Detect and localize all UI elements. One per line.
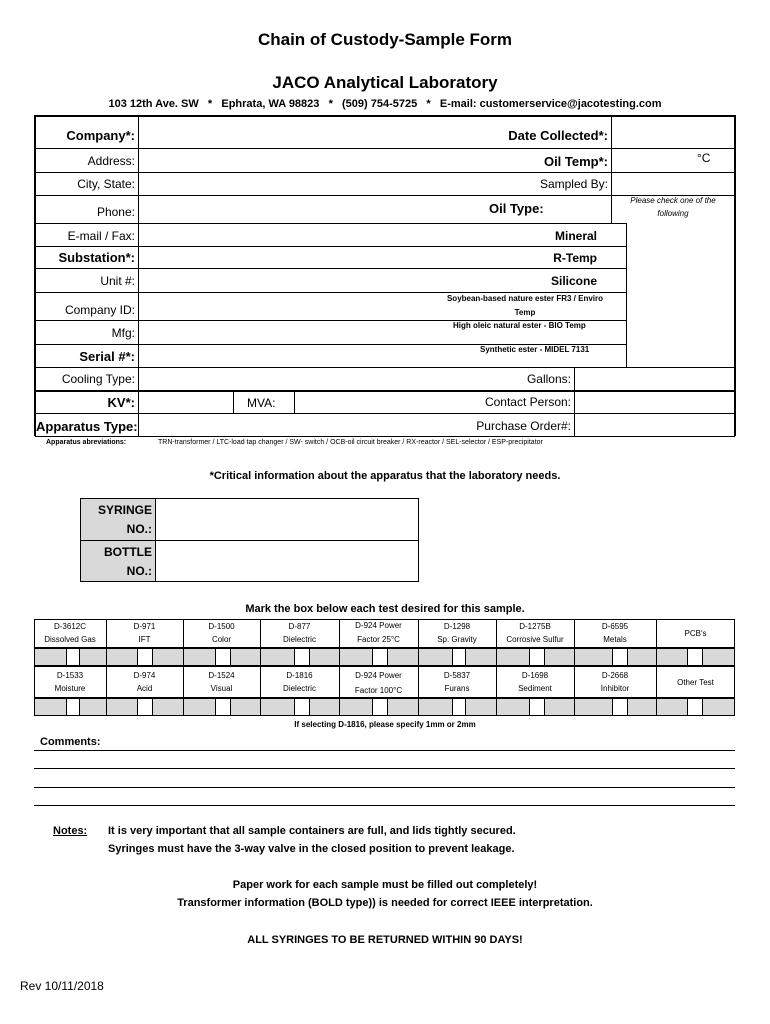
test-checkbox[interactable] (215, 698, 231, 716)
test-d1500 (183, 620, 260, 646)
test-checkbox[interactable] (137, 698, 153, 716)
phone-field[interactable] (139, 196, 439, 223)
oil-type-soybean (440, 292, 670, 320)
d1816-note: If selecting D-1816, please specify 1mm or 2mm (294, 720, 476, 729)
test-code: D-1698 (521, 671, 549, 680)
test-pcbs (656, 627, 735, 640)
comments-field[interactable] (34, 738, 735, 808)
address-field[interactable] (139, 149, 439, 172)
critical-info-note: *Critical information about the apparatus that the laboratory needs. (209, 470, 561, 482)
cooling-type-field[interactable] (139, 368, 439, 390)
oil-type-label: Oil Type: (489, 201, 544, 216)
test-checkbox[interactable] (215, 648, 231, 666)
test-checkbox[interactable] (612, 648, 628, 666)
oil-type-soybean-text: Soybean-based nature ester FR3 / Enviro Temp (446, 294, 604, 317)
oil-type-note: Please check one of the following (630, 196, 716, 218)
bottle-no-field[interactable] (156, 541, 418, 581)
test-name: Metals (603, 635, 627, 644)
mva-field[interactable] (295, 391, 435, 413)
test-name: Dielectric (283, 635, 316, 644)
test-d924-25c (339, 619, 418, 647)
date-collected-label: Date Collected*: (508, 128, 608, 143)
oil-temp-unit: °C (697, 151, 711, 165)
test-code: D-3612C (53, 622, 86, 631)
test-d877 (260, 620, 339, 646)
kv-field[interactable] (139, 391, 232, 413)
substation-field[interactable] (139, 247, 439, 268)
apparatus-type-field[interactable] (139, 414, 439, 436)
oil-temp-label: Oil Temp*: (543, 154, 608, 169)
purchase-order-label: Purchase Order#: (476, 419, 571, 433)
test-d2668 (574, 669, 656, 695)
test-name: Furans (444, 684, 470, 693)
oil-type-mineral: Mineral (554, 229, 597, 243)
test-code: D-974 (133, 671, 156, 680)
test-name: Moisture (54, 684, 86, 693)
sampled-by-label: Sampled By: (539, 177, 608, 191)
transformer-note: Transformer information (BOLD type)) is needed for correct IEEE interpretation. (177, 897, 593, 909)
apparatus-type-label: Apparatus Type: (36, 419, 138, 434)
test-code: D-6595 (601, 622, 629, 631)
kv-label: KV*: (107, 395, 135, 410)
test-code: D-1500 (208, 622, 235, 631)
test-checkbox[interactable] (452, 648, 466, 666)
test-other (656, 676, 735, 689)
test-checkbox[interactable] (687, 698, 703, 716)
revision-label: Rev 10/11/2018 (20, 979, 104, 993)
test-code: D-1298 (443, 622, 471, 631)
test-instruction: Mark the box below each test desired for this sample. (245, 603, 525, 615)
city-state-field[interactable] (139, 173, 439, 195)
test-name: Dielectric (283, 684, 316, 693)
test-name: Sediment (518, 684, 552, 693)
test-code: D-1524 (208, 671, 235, 680)
oil-type-soybean-checkbox[interactable] (612, 293, 626, 320)
purchase-order-field[interactable] (575, 414, 734, 436)
serial-field[interactable] (139, 345, 439, 367)
gallons-field[interactable] (575, 368, 734, 390)
test-code: D-877 (288, 622, 311, 631)
test-checkbox[interactable] (66, 648, 80, 666)
oil-type-midel: Synthetic ester - MIDEL 7131 (480, 345, 590, 354)
paperwork-note: Paper work for each sample must be filled out completely! (232, 879, 538, 891)
syringe-no-field[interactable] (156, 499, 418, 540)
contact-person-field[interactable] (575, 391, 734, 413)
test-d1816 (260, 669, 339, 695)
serial-label: Serial #*: (79, 349, 135, 364)
email-fax-label: E-mail / Fax: (67, 229, 135, 243)
oil-type-bio-temp-checkbox[interactable] (612, 321, 626, 344)
test-code: Other Test (677, 678, 714, 687)
bottle-no-label: BOTTLE NO.: (104, 545, 152, 578)
date-collected-field[interactable] (612, 116, 734, 148)
test-checkbox[interactable] (452, 698, 466, 716)
test-name: Color (211, 635, 232, 644)
notes-label: Notes: (53, 825, 88, 837)
test-d6595 (574, 620, 656, 646)
test-checkbox[interactable] (612, 698, 628, 716)
test-checkbox[interactable] (66, 698, 80, 716)
test-d1524 (183, 669, 260, 695)
test-checkbox[interactable] (529, 698, 545, 716)
company-id-field[interactable] (139, 293, 439, 320)
syringe-no-label: SYRINGE NO.: (97, 503, 152, 536)
test-d924-100c (339, 668, 418, 698)
test-name: Visual (210, 684, 233, 693)
test-d5837 (418, 669, 496, 695)
comments-label: Comments: (40, 736, 101, 748)
test-name: Acid (136, 684, 153, 693)
oil-type-midel-checkbox[interactable] (612, 345, 626, 367)
company-label: Company*: (66, 128, 135, 143)
test-name: Corrosive Sulfur (506, 635, 564, 644)
test-name: Dissolved Gas (44, 635, 96, 644)
phone-label: Phone: (96, 205, 135, 219)
test-name: Factor 100°C (354, 686, 403, 695)
form-title: Chain of Custody-Sample Form (257, 30, 513, 49)
test-name: Inhibitor (600, 684, 630, 693)
lab-name: JACO Analytical Laboratory (272, 73, 498, 92)
unit-field[interactable] (139, 269, 439, 292)
test-checkbox[interactable] (137, 648, 153, 666)
address-label: Address: (87, 154, 135, 168)
test-name: Sp. Gravity (437, 635, 477, 644)
test-d3612c (34, 620, 106, 646)
test-code: PCB's (684, 629, 707, 638)
test-code: D-1816 (286, 671, 313, 680)
gallons-label: Gallons: (526, 372, 571, 386)
test-code: D-5837 (443, 671, 471, 680)
test-code: D-924 Power (355, 621, 402, 630)
oil-type-rtemp-checkbox[interactable] (612, 247, 626, 268)
test-code: D-1275B (519, 622, 551, 631)
syringe-return-note: ALL SYRINGES TO BE RETURNED WITHIN 90 DAYS! (247, 934, 523, 946)
substation-label: Substation*: (58, 250, 135, 265)
oil-temp-field[interactable] (612, 149, 692, 172)
mfg-field[interactable] (139, 321, 439, 344)
test-name: IFT (138, 635, 151, 644)
test-d1275b (496, 620, 574, 646)
mva-label: MVA: (247, 396, 276, 410)
email-fax-field[interactable] (139, 224, 439, 246)
city-state-label: City, State: (77, 177, 135, 191)
test-d1533 (34, 669, 106, 695)
test-code: D-971 (133, 622, 156, 631)
test-d1698 (496, 669, 574, 695)
test-checkbox[interactable] (687, 648, 703, 666)
oil-type-bio-temp: High oleic natural ester - BIO Temp (453, 321, 586, 330)
cooling-type-label: Cooling Type: (61, 372, 135, 386)
test-name: Factor 25°C (357, 635, 400, 644)
test-code: D-924 Power (355, 671, 402, 680)
test-checkbox[interactable] (294, 648, 310, 666)
test-checkbox[interactable] (529, 648, 545, 666)
test-checkbox[interactable] (372, 648, 388, 666)
notes-line-1: It is very important that all sample containers are full, and lids tightly secured. (108, 825, 516, 837)
company-id-label: Company ID: (64, 303, 135, 317)
test-d1298 (418, 620, 496, 646)
test-checkbox[interactable] (294, 698, 310, 716)
oil-type-silicone-checkbox[interactable] (612, 269, 626, 292)
test-d971 (106, 620, 183, 646)
lab-address-line: 103 12th Ave. SW * Ephrata, WA 98823 * (509) 754-5725 * E-mail: customerservice@jacotesting.com (108, 98, 662, 110)
oil-type-rtemp: R-Temp (553, 251, 597, 265)
test-code: D-2668 (601, 671, 629, 680)
test-code: D-1533 (56, 671, 84, 680)
mfg-label: Mfg: (111, 326, 135, 340)
notes-line-2: Syringes must have the 3-way valve in the closed position to prevent leakage. (108, 843, 515, 855)
test-checkbox[interactable] (372, 698, 388, 716)
oil-type-mineral-checkbox[interactable] (612, 224, 626, 246)
oil-type-silicone: Silicone (550, 274, 597, 288)
apparatus-abbreviations-text: TRN-transformer / LTC-load tap changer / SW- switch / OCB-oil circuit breaker / RX-reactor / SEL-selector / ESP-precipitator (158, 439, 543, 446)
apparatus-abbreviations-label: Apparatus abreviations: (46, 439, 127, 446)
test-d974 (106, 669, 183, 695)
unit-label: Unit #: (100, 274, 135, 288)
contact-person-label: Contact Person: (484, 395, 571, 409)
sampled-by-field[interactable] (612, 173, 734, 195)
